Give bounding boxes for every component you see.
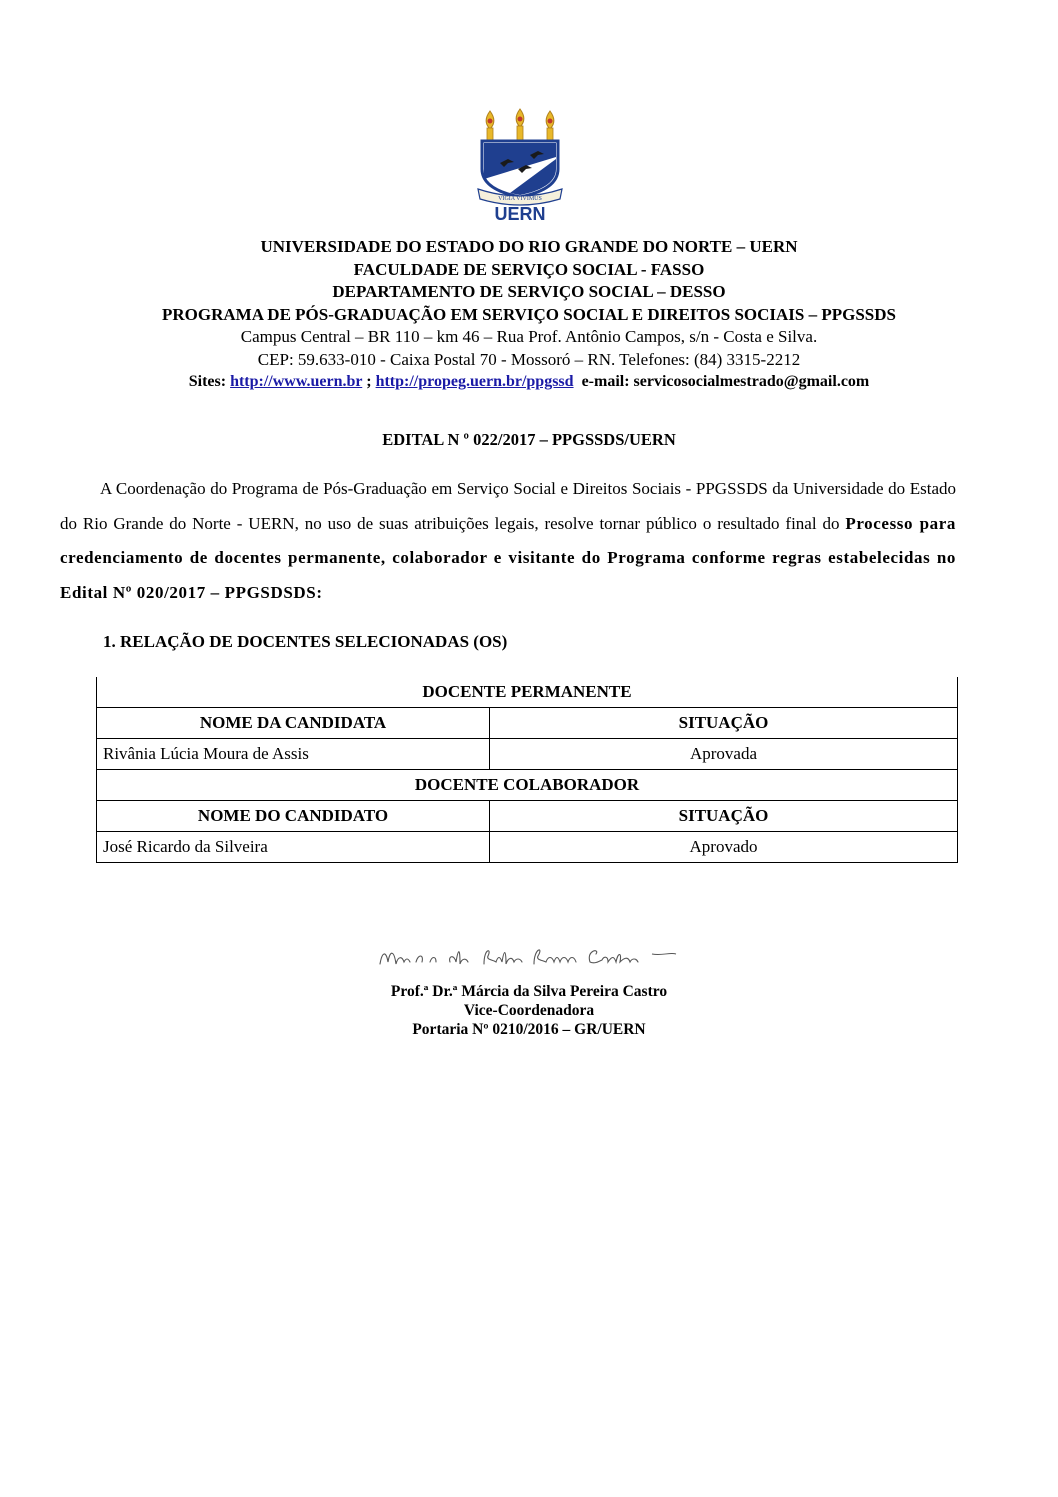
- header-email: e-mail: servicosocialmestrado@gmail.com: [581, 373, 870, 390]
- section-title: 1. RELAÇÃO DE DOCENTES SELECIONADAS (OS): [103, 632, 508, 651]
- sites-label: Sites:: [188, 373, 227, 390]
- candidate-status: Aprovada: [490, 739, 958, 770]
- results-table: [96, 677, 958, 863]
- header-cep: CEP: 59.633-010 - Caixa Postal 70 - Mossoró – RN. Telefones: (84) 3315-2212: [257, 349, 801, 369]
- header-address: Campus Central – BR 110 – km 46 – Rua Prof. Antônio Campos, s/n - Costa e Silva.: [240, 327, 818, 346]
- torch-icon: [486, 111, 494, 142]
- paragraph-text: A Coordenação do Programa de Pós-Graduação em Serviço Social e Direitos Sociais - PPGSSDS da Universidade do Estado do Rio Grande do Norte - UERN, no uso de suas atribuições legais, resolve tornar público o resultado final do: [60, 479, 956, 533]
- candidate-status: Aprovado: [490, 832, 958, 863]
- signer-block: [0, 982, 1058, 1039]
- table-row: [97, 832, 958, 863]
- candidate-name: José Ricardo da Silveira: [97, 832, 490, 863]
- uern-logo: [470, 107, 570, 222]
- column-header-status: SITUAÇÃO: [490, 801, 958, 832]
- paragraph-bold-text: Processo para credenciamento de docentes permanente, colaborador e visitante do Programa conforme regras estabelecidas no Edital Nº 020/2017 – PPGSDSDS:: [60, 513, 956, 602]
- table-group-row: [97, 677, 958, 708]
- signer-name: Prof.ª Dr.ª Márcia da Silva Pereira Castro: [390, 983, 668, 1000]
- signer-role: Vice-Coordenadora: [463, 1002, 595, 1019]
- column-header-name: NOME DA CANDIDATA: [97, 708, 490, 739]
- logo-motto: VIGIA VIVIMUS: [498, 196, 542, 202]
- site-link-uern[interactable]: http://www.uern.br: [230, 373, 363, 390]
- column-header-name: NOME DO CANDIDATO: [97, 801, 490, 832]
- candidate-name: Rivânia Lúcia Moura de Assis: [97, 739, 490, 770]
- sites-separator: ;: [366, 373, 372, 390]
- group-title: DOCENTE PERMANENTE: [97, 677, 958, 708]
- header-university: UNIVERSIDADE DO ESTADO DO RIO GRANDE DO NORTE – UERN: [260, 237, 798, 256]
- table-header-row: [97, 708, 958, 739]
- table-header-row: [97, 801, 958, 832]
- header-faculty: FACULDADE DE SERVIÇO SOCIAL - FASSO: [353, 259, 705, 279]
- institution-header: [60, 236, 998, 394]
- table-row: [97, 739, 958, 770]
- body-paragraph: [60, 472, 956, 610]
- table-group-row: [97, 770, 958, 801]
- torch-icon: [516, 109, 524, 142]
- column-header-status: SITUAÇÃO: [490, 708, 958, 739]
- torch-icon: [546, 111, 554, 142]
- site-link-ppgssd[interactable]: http://propeg.uern.br/ppgssd: [375, 373, 574, 390]
- edital-title: EDITAL N º 022/2017 – PPGSSDS/UERN: [382, 430, 676, 449]
- header-sites: [60, 371, 998, 394]
- logo-text: UERN: [494, 204, 546, 222]
- header-department: DEPARTAMENTO DE SERVIÇO SOCIAL – DESSO: [332, 282, 726, 301]
- signer-portaria: Portaria Nº 0210/2016 – GR/UERN: [412, 1021, 646, 1038]
- group-title: DOCENTE COLABORADOR: [97, 770, 958, 801]
- handwritten-signature: [372, 938, 682, 974]
- header-program: PROGRAMA DE PÓS-GRADUAÇÃO EM SERVIÇO SOCIAL E DIREITOS SOCIAIS – PPGSSDS: [162, 304, 896, 324]
